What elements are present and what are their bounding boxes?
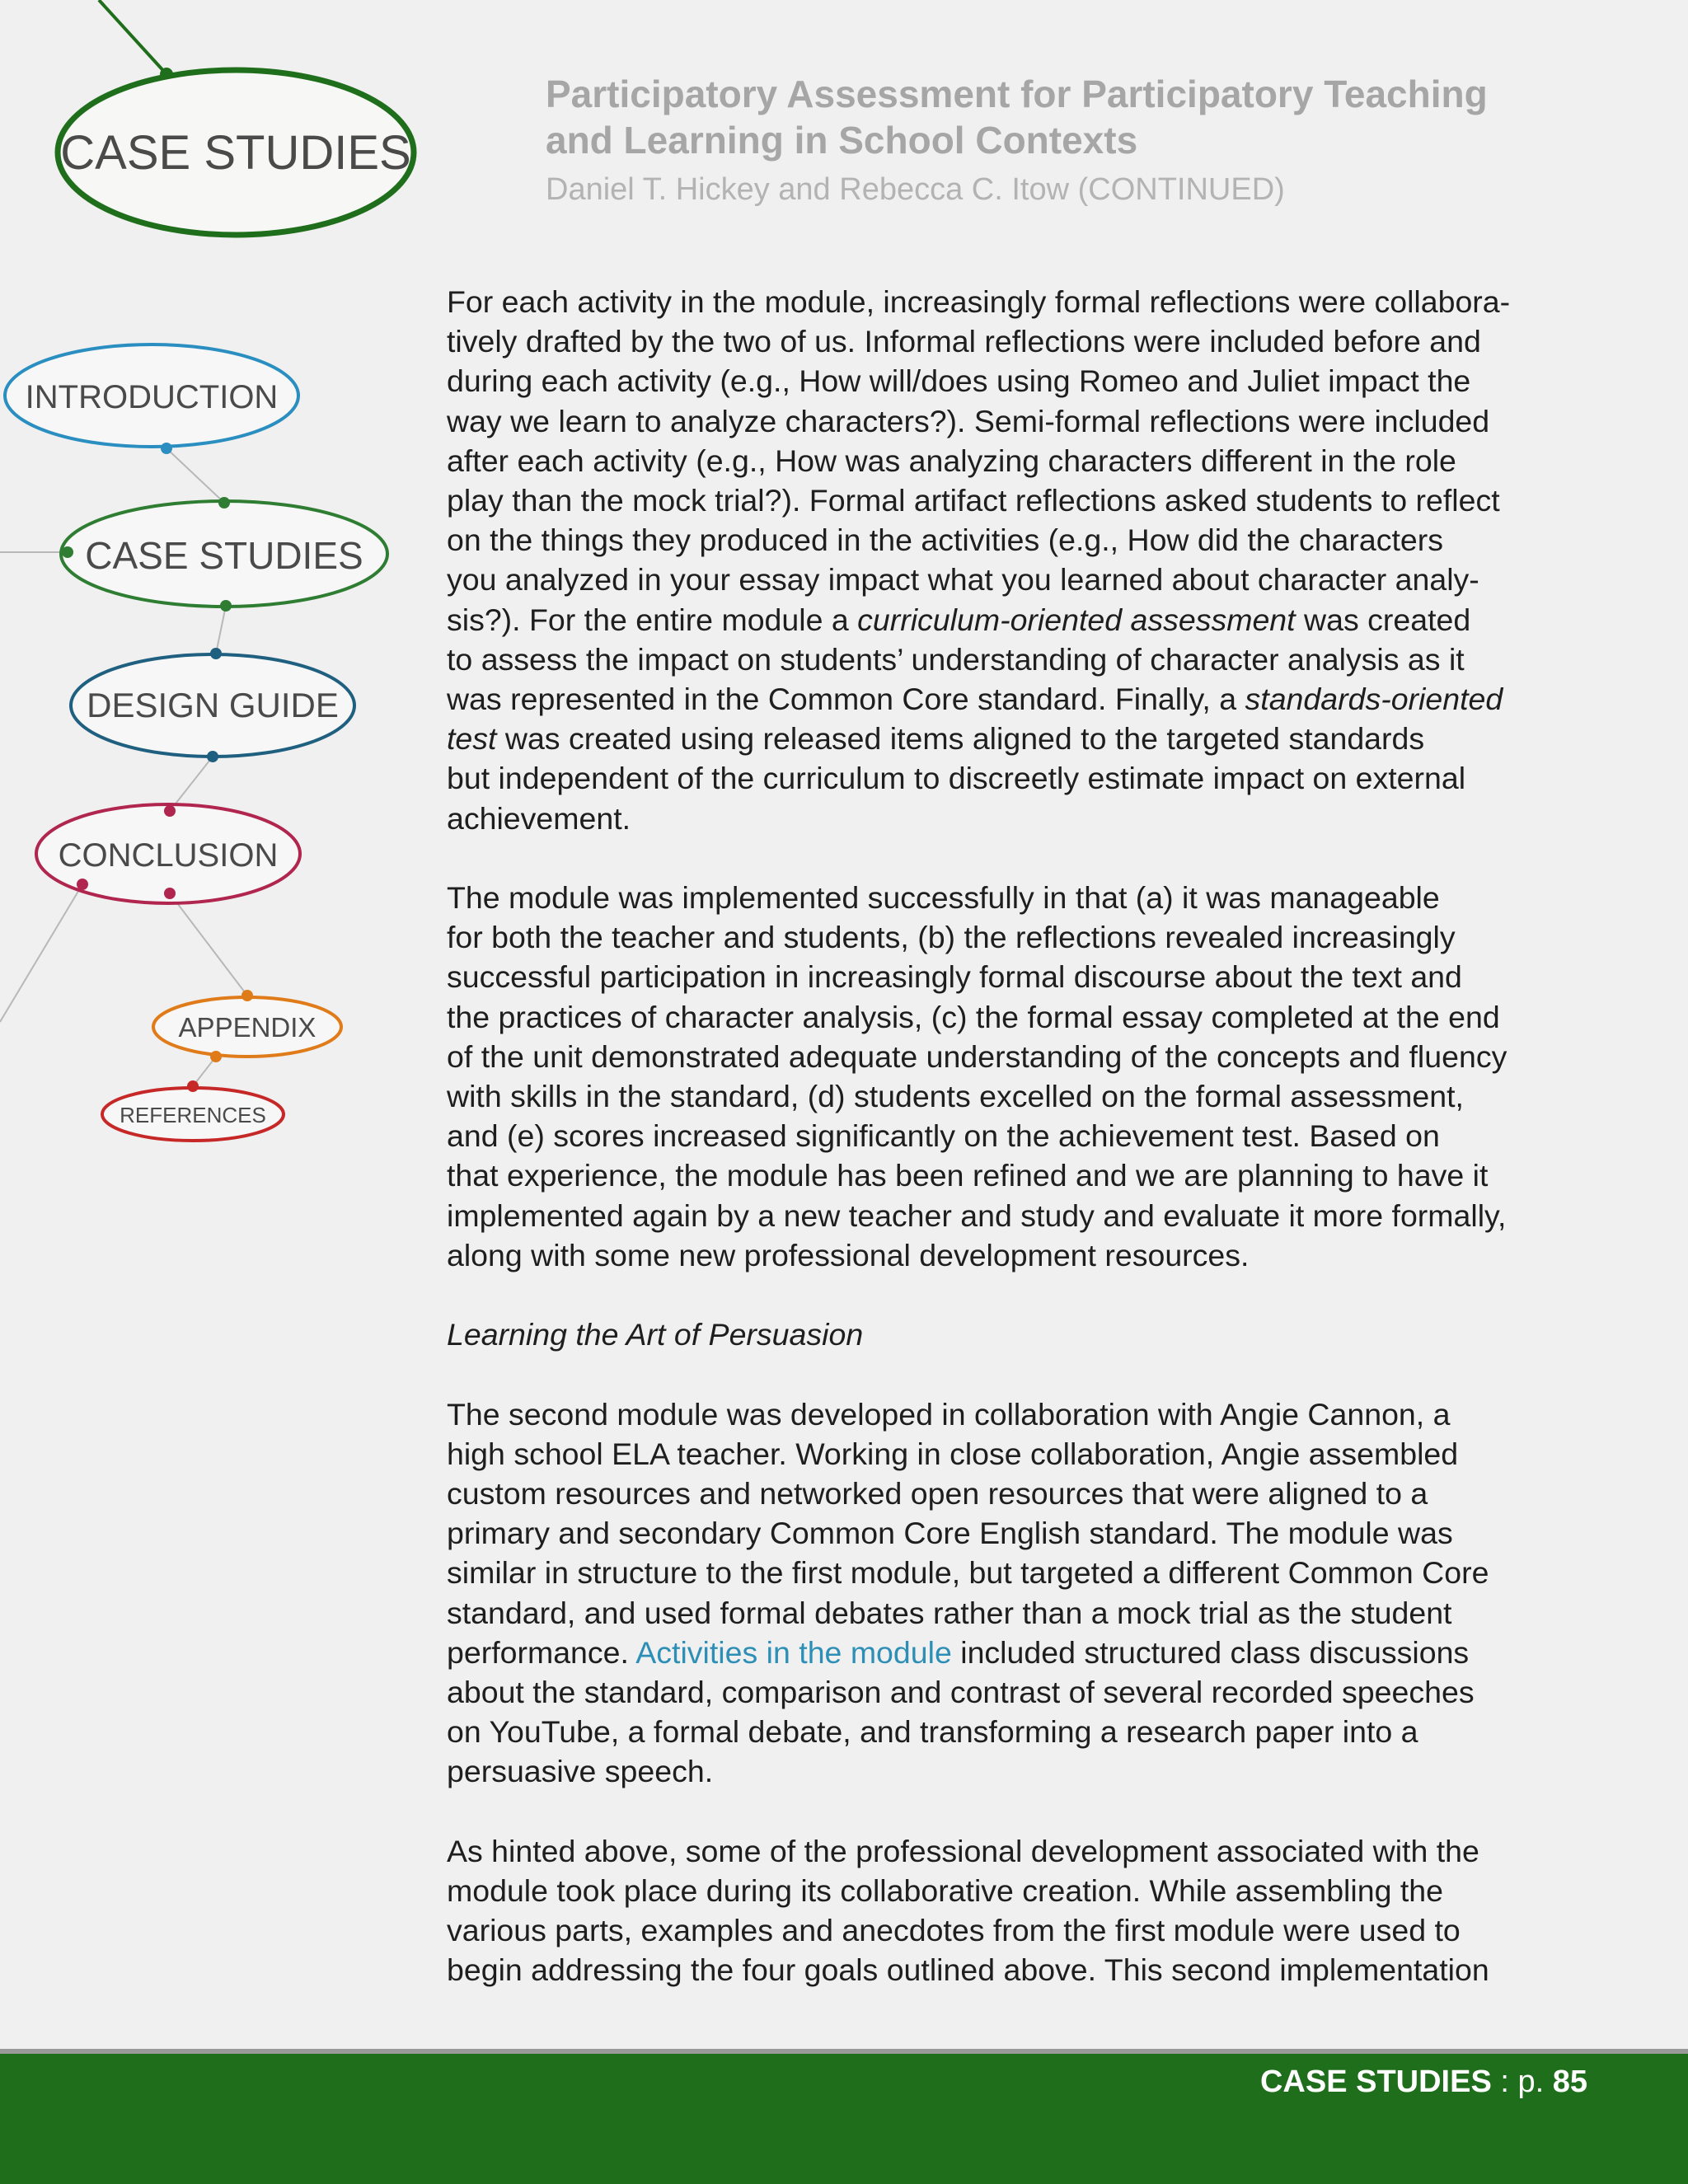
text-line: similar in structure to the first module, but targeted a different Common Core: [447, 1555, 1489, 1591]
text-line: successful participation in increasingly formal discourse about the text and: [447, 959, 1462, 995]
paragraph-3: [447, 1394, 1601, 1792]
paragraph-2: [447, 878, 1601, 1275]
article-title-line: and Learning in School Contexts: [546, 119, 1138, 162]
nav-appendix[interactable]: [153, 990, 341, 1062]
footer-section: CASE STUDIES: [1259, 2064, 1492, 2099]
text-line: you analyzed in your essay impact what you learned about character analy-: [447, 562, 1479, 598]
nav-case-studies-label: CASE STUDIES: [85, 534, 363, 577]
page-number: 85: [1552, 2064, 1587, 2099]
text-line: about the standard, comparison and contrast of several recorded speeches: [447, 1675, 1475, 1710]
emphasis-test: test: [447, 721, 497, 757]
text-line: way we learn to analyze characters?). Semi-formal reflections were included: [447, 403, 1490, 438]
article-body: [447, 282, 1601, 2030]
text-line: on the things they produced in the activities (e.g., How did the characters: [447, 523, 1444, 558]
subheading: [447, 1315, 1601, 1354]
text-line: As hinted above, some of the professional development associated with the: [447, 1833, 1479, 1868]
nav-introduction-label: INTRODUCTION: [25, 379, 279, 415]
case-studies-logo: [58, 70, 414, 235]
nav-references-label: REFERENCES: [120, 1103, 266, 1127]
text-run: performance.: [447, 1634, 636, 1670]
nav-node: [218, 497, 230, 509]
footer-separator: : p.: [1491, 2064, 1553, 2099]
text-line: during each activity (e.g., How will/does using Romeo and Juliet impact the: [447, 363, 1471, 399]
nav-node: [161, 443, 172, 454]
text-line: [447, 719, 1601, 758]
text-line: begin addressing the four goals outlined above. This second implementation: [447, 1952, 1489, 1988]
text-line: with skills in the standard, (d) students excelled on the formal assessment,: [447, 1079, 1464, 1114]
subheading-text: Learning the Art of Persuasion: [447, 1317, 864, 1352]
paragraph-4: [447, 1831, 1601, 1990]
emphasis-standards-oriented: standards-oriented: [1245, 682, 1503, 717]
article-title-line: Participatory Assessment for Participatory Teaching: [546, 73, 1488, 115]
text-line: to assess the impact on students’ understanding of character analysis as it: [447, 641, 1465, 677]
text-line: that experience, the module has been refined and we are planning to have it: [447, 1158, 1489, 1193]
text-run: was represented in the Common Core standard. Finally, a: [447, 682, 1245, 717]
nav-design-guide-label: DESIGN GUIDE: [87, 686, 339, 724]
text-line: [447, 600, 1601, 640]
text-line: For each activity in the module, increasingly formal reflections were collabora-: [447, 284, 1511, 319]
text-line: primary and secondary Common Core English standard. The module was: [447, 1516, 1453, 1551]
nav-node: [77, 879, 88, 890]
nav-node: [187, 1080, 199, 1092]
nav-conclusion[interactable]: [36, 804, 300, 903]
logo-text: CASE STUDIES: [60, 126, 411, 180]
nav-node: [241, 990, 253, 1001]
nav-introduction[interactable]: [5, 344, 298, 454]
text-line: standard, and used formal debates rather than a mock trial as the student: [447, 1595, 1452, 1630]
paragraph-1: [447, 282, 1601, 838]
text-line: for both the teacher and students, (b) the reflections revealed increasingly: [447, 920, 1456, 955]
nav-node: [210, 648, 222, 659]
text-run: was created: [1295, 602, 1471, 637]
nav-node: [164, 888, 176, 899]
nav-node: [207, 751, 218, 762]
text-line: implemented again by a new teacher and study and evaluate it more formally,: [447, 1197, 1507, 1233]
text-line: play than the mock trial?). Formal artifact reflections asked students to reflect: [447, 483, 1500, 518]
text-line: The module was implemented successfully in that (a) it was manageable: [447, 880, 1440, 916]
nav-appendix-label: APPENDIX: [178, 1012, 316, 1043]
nav-node: [62, 546, 73, 558]
text-line: module took place during its collaborative creation. While assembling the: [447, 1873, 1443, 1909]
text-line: but independent of the curriculum to discreetly estimate impact on external: [447, 761, 1466, 796]
nav-references[interactable]: [102, 1080, 284, 1141]
text-line: [447, 679, 1601, 719]
text-line: and (e) scores increased significantly on the achievement test. Based on: [447, 1118, 1440, 1154]
section-nav-map: [0, 0, 429, 1195]
text-line: achievement.: [447, 800, 631, 836]
text-line: of the unit demonstrated adequate understanding of the concepts and fluency: [447, 1038, 1507, 1074]
text-run: sis?). For the entire module a: [447, 602, 858, 637]
nav-node: [210, 1051, 222, 1062]
text-line: on YouTube, a formal debate, and transforming a research paper into a: [447, 1714, 1418, 1750]
emphasis-curriculum-oriented: curriculum-oriented assessment: [857, 602, 1296, 637]
text-line: custom resources and networked open resources that were aligned to a: [447, 1476, 1428, 1511]
activities-link[interactable]: Activities in the module: [635, 1634, 952, 1670]
nav-case-studies[interactable]: [61, 497, 387, 612]
nav-node: [220, 600, 232, 612]
text-line: along with some new professional development resources.: [447, 1237, 1250, 1272]
text-line: after each activity (e.g., How was analyzing characters different in the role: [447, 443, 1456, 478]
article-authors: Daniel T. Hickey and Rebecca C. Itow (CONTINUED): [546, 172, 1285, 207]
text-line: The second module was developed in collaboration with Angie Cannon, a: [447, 1396, 1451, 1432]
text-line: persuasive speech.: [447, 1754, 714, 1789]
nav-node: [164, 805, 176, 817]
text-line: high school ELA teacher. Working in close collaboration, Angie assembled: [447, 1436, 1459, 1471]
text-line: tively drafted by the two of us. Informal reflections were included before and: [447, 324, 1481, 359]
nav-conclusion-label: CONCLUSION: [58, 837, 279, 874]
text-run: was created using released items aligned to the targeted standards: [496, 721, 1425, 757]
logo-connector: [99, 0, 166, 74]
text-line: various parts, examples and anecdotes from the first module were used to: [447, 1913, 1461, 1948]
text-line: [447, 1633, 1601, 1672]
text-run: included structured class discussions: [951, 1634, 1470, 1670]
nav-design-guide[interactable]: [71, 648, 354, 762]
article-title: [546, 71, 1617, 163]
text-line: the practices of character analysis, (c) the formal essay completed at the end: [447, 999, 1500, 1034]
page-footer-label: [1260, 2062, 1587, 2102]
